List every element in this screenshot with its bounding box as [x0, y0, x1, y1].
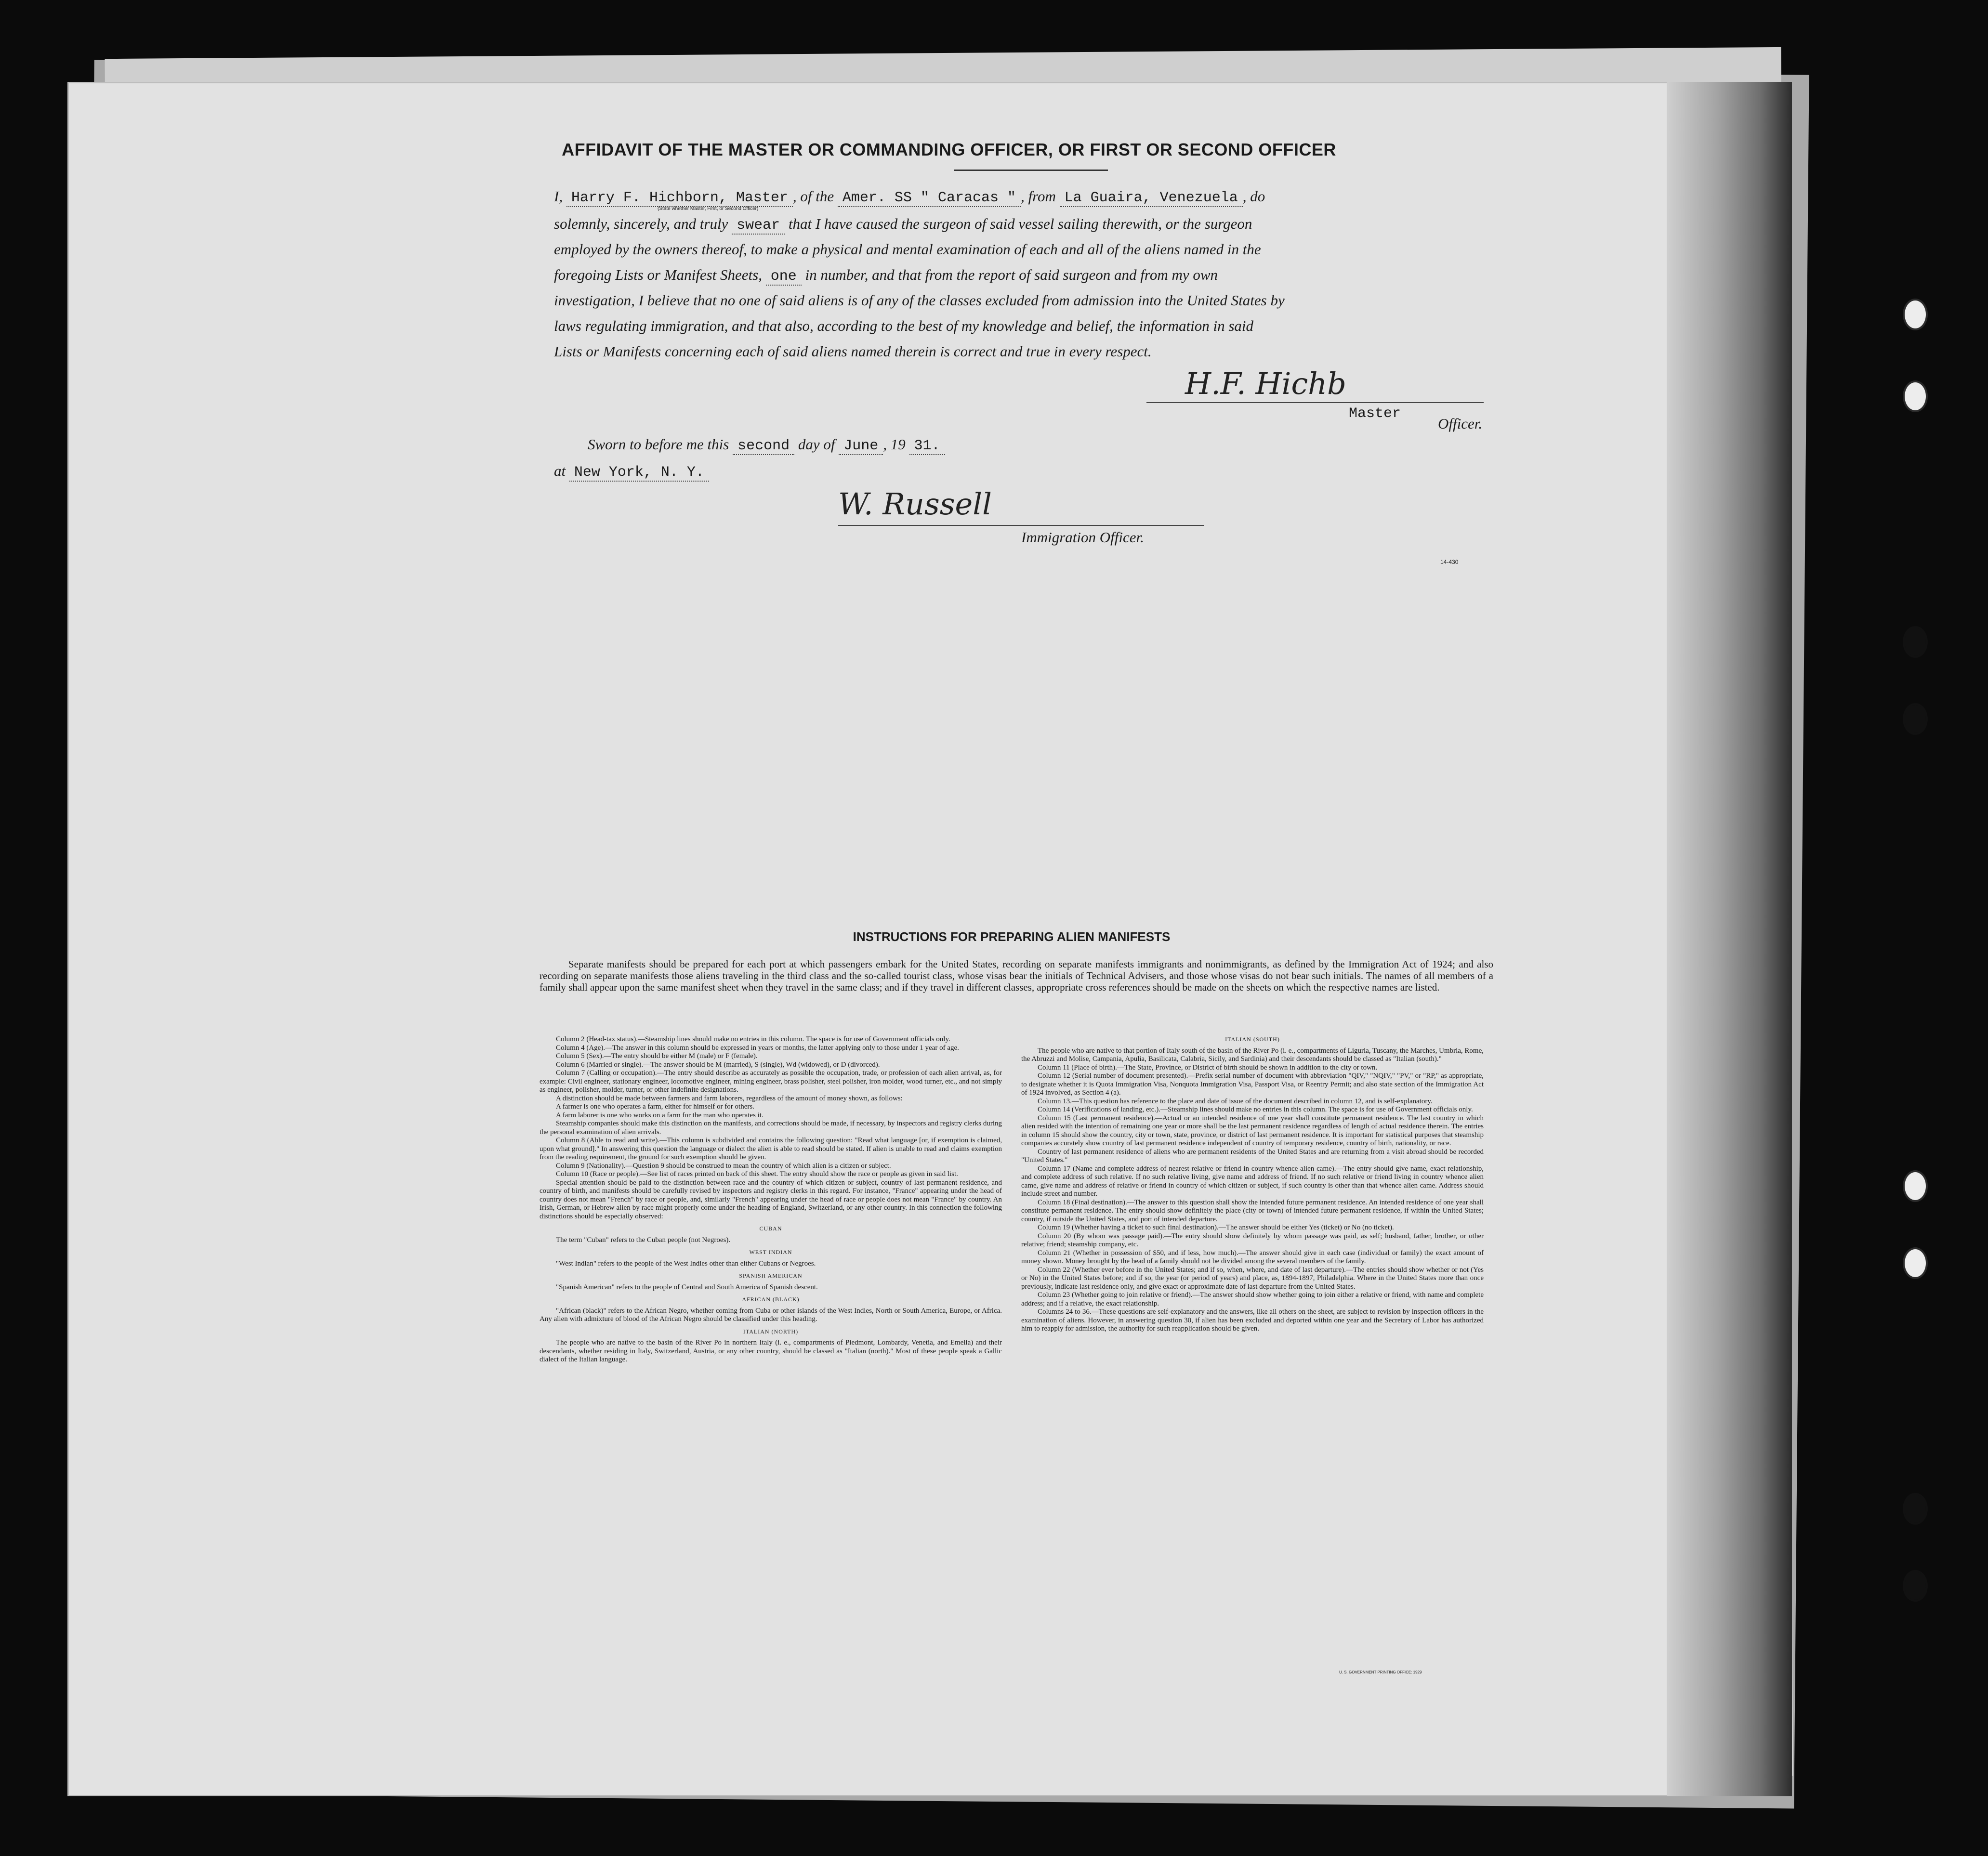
instruction-paragraph: Column 18 (Final destination).—The answer to this question shall show the intended future permanent residence. An intended residence of one year shall constitute permanent residence. The entry should show definitely the place (city or town) of intended future permanent residence, if within the United States; country, if outside the United States, and port of intended departure. [1021, 1198, 1484, 1223]
instruction-paragraph: Column 19 (Whether having a ticket to such final destination).—The answer should be either Yes (ticket) or No (no ticket). [1038, 1224, 1394, 1231]
instruction-paragraph: Column 5 (Sex).—The entry should be either M (male) or F (female). [556, 1052, 758, 1060]
title-rule [954, 170, 1108, 171]
instruction-paragraph: The people who are native to that portion of Italy south of the basin of the River Po (i. e., compartments of Liguria, Tuscany, the Marches, Umbria, Rome, the Abruzzi and Molise, Campania, Apulia, Basilicata, Calabria, Sicily, and Sardinia) and their descendants should be classed as "Italian (south)." [1021, 1046, 1484, 1063]
officer-title: Immigration Officer. [1021, 529, 1144, 546]
sworn-line [588, 436, 945, 454]
place-line [554, 462, 709, 481]
instruction-paragraph: A farm laborer is one who works on a farm for the man who operates it. [556, 1111, 764, 1119]
punch-hole [1903, 1247, 1928, 1279]
punch-hole [1903, 299, 1928, 330]
instruction-paragraph: Column 8 (Able to read and write).—This column is subdivided and contains the following question: "Read what language [or, if exemption is claimed, upon what ground]." In answering this question the language or dialect the alien is able to read should be stated. If alien is unable to read and claims exemption from the reading requirement, the ground for such exemption should be given. [540, 1137, 1002, 1161]
vessel-field: Amer. SS " Caracas " [838, 190, 1021, 207]
instruction-paragraph: Column 6 (Married or single).—The answer should be M (married), S (single), Wd (widowed), or D (divorced). [556, 1060, 880, 1069]
instruction-paragraph: Column 21 (Whether in possession of $50, and if less, how much).—The answer should give in each case (individual or family) the exact amount of money shown. Money brought by the head of a family should not be divided among the several members of the family. [1021, 1249, 1484, 1265]
port-field: La Guaira, Venezuela [1060, 190, 1243, 207]
punch-hole [1903, 380, 1928, 412]
affidavit-line-6: laws regulating immigration, and that also, according to the best of my knowledge and belief, the information in said [554, 317, 1254, 334]
punch-hole [1903, 1570, 1928, 1602]
affidavit-line-7: Lists or Manifests concerning each of said aliens named therein is correct and true in every respect. [554, 343, 1152, 360]
instruction-paragraph: Column 12 (Serial number of document presented).—Prefix serial number of document with abbreviation "QIV," "NQIV," "PV," or "RP," as appropriate, to designate whether it is Quota Immigration Visa, Nonquota Immigration Visa, Passport Visa, or Reentry Permit; and also state section of the Immigration Act of 1924 involved, as Section 4 (a). [1021, 1072, 1484, 1097]
instruction-paragraph: Column 13.—This question has reference to the place and date of issue of the document described in column 12, and is self-explanatory. [1038, 1097, 1433, 1105]
section-heading-italian-south: ITALIAN (SOUTH) [1225, 1036, 1280, 1043]
instruction-paragraph: Column 2 (Head-tax status).—Steamship lines should make no entries in this column. The space is for use of Government officials only. [556, 1035, 950, 1043]
instruction-paragraph: Column 9 (Nationality).—Question 9 should be construed to mean the country of which alien is a citizen or subject. [556, 1162, 891, 1170]
place-field: New York, N. Y. [569, 464, 709, 482]
section-heading-cuban: CUBAN [759, 1225, 782, 1232]
text: that I have caused the surgeon of said vessel sailing therewith, or the surgeon [788, 215, 1252, 232]
instruction-paragraph: Column 22 (Whether ever before in the United States; and if so, when, where, and date of last departure).—The entries should show whether or not (Yes or No) in the United States before; and if so, the year (or period of years) and place, as, 1894-1897, Philadelphia. Where in the United States more than once previously, indicate last residence only, and give exact or approximate date of last departure from the United States. [1021, 1266, 1484, 1291]
punch-hole [1903, 626, 1928, 658]
instruction-paragraph: Column 4 (Age).—The answer in this column should be expressed in years or months, the latter applying only to those under 1 year of age. [556, 1044, 959, 1052]
text: in number, and that from the report of said surgeon and from my own [805, 266, 1218, 283]
instruction-paragraph: "African (black)" refers to the African Negro, whether coming from Cuba or other islands of the West Indies, North or South America, Europe, or Africa. Any alien with admixture of blood of the African Negro should be classified under this heading. [540, 1307, 1002, 1323]
day-field: second [733, 438, 794, 455]
printing-office-note: U. S. GOVERNMENT PRINTING OFFICE: 1929 [1339, 1670, 1422, 1674]
instruction-paragraph: Column 14 (Verifications of landing, etc.).—Steamship lines should make no entries in this column. The space is for use of Government officials only. [1038, 1106, 1473, 1113]
text: , of the [792, 188, 834, 205]
instruction-paragraph: "West Indian" refers to the people of the West Indies other than either Cubans or Negroes. [556, 1259, 816, 1268]
month-field: June [839, 438, 883, 455]
instruction-paragraph: Column 7 (Calling or occupation).—The entry should describe as accurately as possible the occupation, trade, or profession of each alien arrival, as, for example: Civil engineer, stationary engineer, locomotive engineer, mining engineer, brass polisher, steel polisher, iron molder, wood turner, etc., and not simply as engineer, polisher, molder, turner, or other indefinite designations. [540, 1069, 1002, 1094]
affidavit-line-4 [554, 266, 1218, 285]
officer-label: Officer. [1438, 415, 1483, 432]
text: , do [1242, 188, 1265, 205]
instructions-right-column [1021, 1035, 1484, 1333]
signature-line [1146, 402, 1484, 403]
text: Sworn to before me this [588, 436, 729, 453]
text: at [554, 462, 566, 479]
section-heading-spanish-american: SPANISH AMERICAN [739, 1272, 803, 1279]
instruction-paragraph: Column 11 (Place of birth).—The State, Province, or District of birth should be shown in addition to the city or town. [1038, 1063, 1378, 1072]
instruction-paragraph: "Spanish American" refers to the people of Central and South America of Spanish descent. [556, 1283, 818, 1291]
instruction-paragraph: Columns 24 to 36.—These questions are self-explanatory and the answers, like all others on the sheet, are subject to revision by inspection officers in the examination of aliens. However, in answering question 30, if alien has been excluded and deported within one year and the Secretary of Labor has authorized him to reapply for admission, the authority for such reapplication should be given. [1021, 1308, 1484, 1333]
instructions-left-column [540, 1035, 1002, 1364]
instruction-paragraph: Column 20 (By whom was passage paid).—The entry should show definitely by whom passage was paid, as self; husband, father, brother, or other relative; friend; steamship company, etc. [1021, 1232, 1484, 1248]
instruction-paragraph: Column 17 (Name and complete address of nearest relative or friend in country whence alien came).—The entry should give name, exact relationship, and complete address of such relative. If no such relative living, give name and address of friend. If no such relative or friend living in country whence alien came, give name and address of relative or friend in country of which citizen or subject, if such country is other than that whence alien came. Address should include street and number. [1021, 1164, 1484, 1198]
sheet-count-field: one [766, 268, 802, 286]
punch-hole [1903, 1170, 1928, 1202]
instructions-title: INSTRUCTIONS FOR PREPARING ALIEN MANIFESTS [853, 929, 1171, 944]
instruction-paragraph: Steamship companies should make this distinction on the manifests, and corrections should be made, if necessary, by inspectors and registry clerks during the personal examination of alien arrivals. [540, 1120, 1002, 1136]
text: I, [554, 188, 563, 205]
officer-rank-note: (State whether Master, First, or Second Officer) [658, 206, 759, 211]
section-heading-italian-north: ITALIAN (NORTH) [743, 1328, 799, 1335]
instructions-intro: Separate manifests should be prepared for each port at which passengers embark for the United States, recording on separate manifests immigrants and nonimmigrants, as defined by the Immigration Act of 1924; and also recording on separate manifests those aliens traveling in the third class and the so-called tourist class, whose visas bear the initials of Technical Advisers, and those whose visas do not bear such initials. The names of all members of a family shall appear upon the same manifest sheet when they travel in the same class; and if they travel in different classes, appropriate cross references should be made on the sheets on which the respective names are listed. [540, 958, 1493, 993]
instruction-paragraph: A distinction should be made between farmers and farm laborers, regardless of the amount of money shown, as follows: [556, 1094, 903, 1102]
stacked-page-edges [1667, 82, 1792, 1796]
immigration-officer-signature: W. Russell [838, 486, 992, 522]
affidavit-title: AFFIDAVIT OF THE MASTER OR COMMANDING OFFICER, OR FIRST OR SECOND OFFICER [562, 140, 1336, 159]
text: day of [798, 436, 835, 453]
rank-field: Master [1349, 405, 1401, 422]
text: solemnly, sincerely, and truly [554, 215, 728, 232]
master-signature: H.F. Hichb [1185, 366, 1346, 401]
form-number: 14-430 [1440, 559, 1459, 565]
instruction-paragraph: The people who are native to the basin of the River Po in northern Italy (i. e., compartments of Piedmont, Lombardy, Venetia, and Emelia) and their descendants, whether residing in Italy, Switzerland, Austria, or any other country, should be classed as "Italian (north)." Most of these people speak a Gallic dialect of the Italian language. [540, 1339, 1002, 1363]
signature-line [838, 525, 1204, 526]
instruction-paragraph: A farmer is one who operates a farm, either for himself or for others. [556, 1103, 754, 1111]
affidavit-line-1 [554, 188, 1265, 206]
text: foregoing Lists or Manifest Sheets, [554, 266, 762, 283]
affidavit-line-5: investigation, I believe that no one of said aliens is of any of the classes excluded from admission into the United States by [554, 292, 1285, 309]
punch-hole [1903, 1493, 1928, 1525]
instruction-paragraph: Column 15 (Last permanent residence).—Actual or an intended residence of one year shall constitute permanent residence. The last country in which alien resided with the intention of remaining one year or more shall be the last permanent residence regardless of length of actual residence therein. The entries in column 15 should show the country, city or town, state, province, or district of last permanent residence. It is important for statistical purposes that steamship companies accurately show country of last permanent residence independent of country of temporary residence, country of birth, nationality, or race. [1021, 1114, 1484, 1147]
text: , from [1020, 188, 1056, 205]
instruction-paragraph: Column 23 (Whether going to join relative or friend).—The answer should show whether going to join either a relative or friend, with name and complete address; and if a relative, the exact relationship. [1021, 1291, 1484, 1307]
master-name-field: Harry F. Hichborn, Master [566, 190, 793, 207]
affidavit-line-3: employed by the owners thereof, to make a physical and mental examination of each and all of the aliens named in the [554, 241, 1261, 258]
section-heading-african: AFRICAN (BLACK) [742, 1296, 800, 1303]
instruction-paragraph: Country of last permanent residence of aliens who are permanent residents of the United States and are returning from a visit abroad should be recorded "United States." [1021, 1148, 1484, 1164]
section-heading-west-indian: WEST INDIAN [749, 1249, 792, 1255]
instruction-paragraph: The term "Cuban" refers to the Cuban people (not Negroes). [556, 1236, 731, 1244]
year-field: 31. [909, 438, 945, 455]
affidavit-line-2 [554, 215, 1252, 234]
punch-hole [1903, 703, 1928, 735]
instruction-paragraph: Column 10 (Race or people).—See list of races printed on back of this sheet. The entry should show the race or people as given in said list. [556, 1170, 958, 1178]
text: , 19 [883, 436, 906, 453]
oath-field: swear [732, 217, 785, 235]
instruction-paragraph: Special attention should be paid to the distinction between race and the country of which citizen or subject, country of last permanent residence, and country of birth, and manifests should be carefully revised by inspectors and registry clerks in this regard. For instance, "France" appearing under the head of country does not mean "French" by race or people, and, similarly "French" appearing under the head of race or people does not mean "France" by country. An Irish, German, or Hebrew alien by race might properly come under the heading of England, Switzerland, or any other country. In this connection the following distinctions should be especially observed: [540, 1178, 1002, 1220]
